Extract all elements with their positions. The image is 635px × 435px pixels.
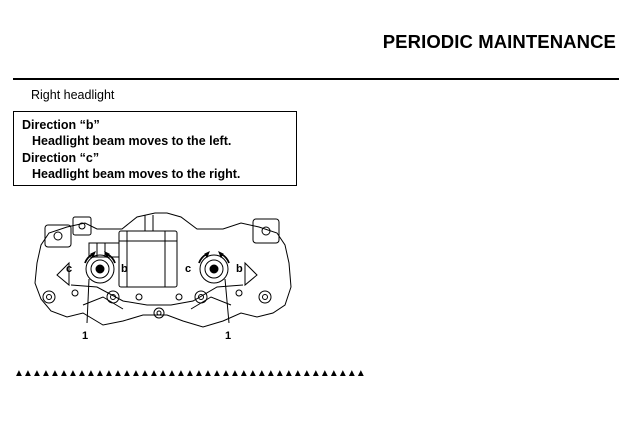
header-rule — [13, 78, 619, 80]
note-line-direction-c: Direction “c” — [22, 150, 100, 165]
direction-note-box — [13, 111, 297, 186]
section-label: Right headlight — [31, 88, 115, 102]
note-line-direction-b: Direction “b” — [22, 118, 100, 132]
note-line-b-effect: Headlight beam moves to the left. — [32, 134, 232, 149]
callout-b-right: b — [236, 263, 243, 275]
callout-c-right: c — [185, 263, 192, 275]
headlight-assembly-illustration — [27, 205, 299, 345]
callout-1-right: 1 — [225, 330, 232, 342]
page-header-title: PERIODIC MAINTENANCE — [382, 31, 616, 52]
callout-b-left: b — [121, 263, 128, 275]
end-of-section-marker: ▲▲▲▲▲▲▲▲▲▲▲▲▲▲▲▲▲▲▲▲▲▲▲▲▲▲▲▲▲▲▲▲▲▲▲▲▲▲▲ — [14, 368, 365, 379]
callout-1-left: 1 — [82, 330, 89, 342]
note-line-c-effect: Headlight beam moves to the right. — [32, 166, 241, 181]
callout-c-left: c — [66, 263, 73, 275]
